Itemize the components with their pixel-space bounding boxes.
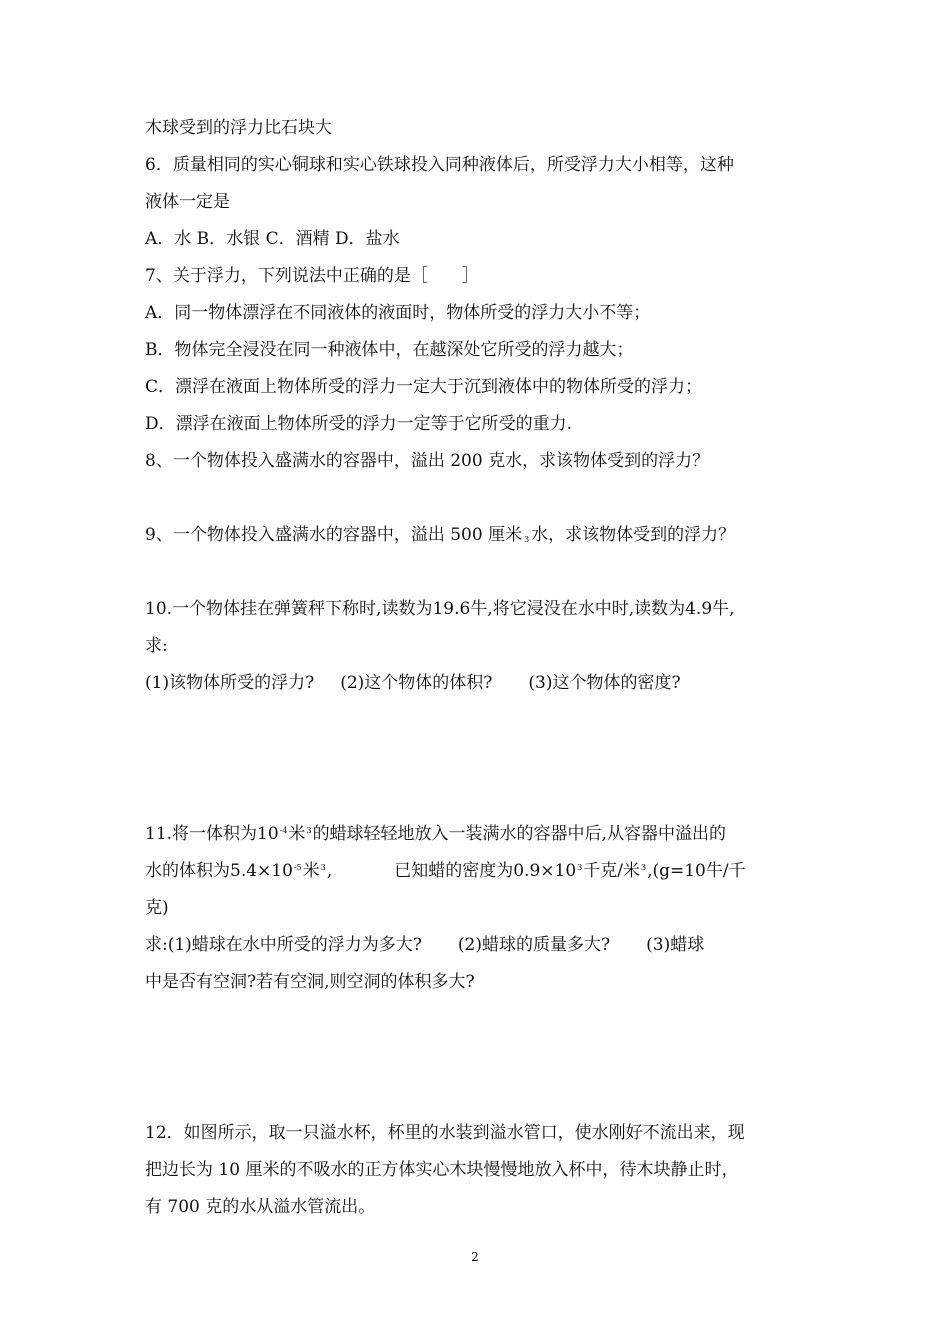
question-9-part-b: 水，求该物体受到的浮力？	[531, 525, 736, 545]
q11-b-text-1: 水的体积为5.4×10	[145, 861, 293, 881]
question-10-stem: 10.一个物体挂在弹簧秤下称时,读数为19.6牛,将它浸没在水中时,读数为4.9牛,	[145, 599, 735, 619]
text-line-continuation: 木球受到的浮力比石块大	[145, 118, 332, 138]
q11-b-exponent-3: 3	[577, 863, 583, 872]
question-12-stem-cont: 把边长为 10 厘米的不吸水的正方体实心木块慢慢地放入杯中，待木块静止时，	[145, 1160, 739, 1180]
question-11-stem-end: 克)	[145, 898, 169, 918]
question-11-subquestions-cont: 中是否有空洞?若有空洞,则空洞的体积多大?	[145, 972, 475, 992]
q11-a-text-1: 11.将一体积为10	[145, 824, 279, 844]
q11-b-exponent-2: 3	[320, 863, 326, 872]
q11-a-text-2: 米	[288, 824, 306, 844]
question-7-option-d: D．漂浮在液面上物体所受的浮力一定等于它所受的重力.	[145, 414, 573, 434]
question-9-superscript: 3	[524, 535, 530, 544]
q11-b-exponent-1: -5	[293, 863, 302, 872]
question-9-part-a: 9、一个物体投入盛满水的容器中，溢出 500 厘米	[145, 525, 523, 545]
q11-b-text-3: ,	[326, 861, 333, 881]
q11-a-text-3: 的蜡球轻轻地放入一装满水的容器中后,从容器中溢出的	[312, 824, 726, 844]
question-7-option-a: A．同一物体漂浮在不同液体的液面时，物体所受的浮力大小不等；	[145, 303, 651, 323]
q11-b-text-5: 千克/米	[583, 861, 640, 881]
question-10-sub-1: (1)该物体所受的浮力?	[145, 673, 315, 693]
question-6-options: A．水 B．水银 C．酒精 D．盐水	[145, 229, 400, 249]
q11-sub-3: (3)蜡球	[646, 935, 705, 955]
q11-b-text-6: ,(g=10牛/千	[647, 861, 746, 881]
question-12-stem-end: 有 700 克的水从溢水管流出。	[145, 1197, 376, 1217]
question-7-stem: 7、关于浮力，下列说法中正确的是［ ］	[145, 266, 479, 286]
q11-a-exponent-2: 3	[306, 826, 312, 835]
q11-b-text-2: 米	[302, 861, 320, 881]
q11-b-text-4: 已知蜡的密度为0.9×10	[394, 861, 577, 881]
q11-a-exponent-1: -4	[279, 826, 288, 835]
question-8: 8、一个物体投入盛满水的容器中，溢出 200 克水，求该物体受到的浮力？	[145, 451, 710, 471]
question-10-sub-2: (2)这个物体的体积?	[340, 673, 493, 693]
page-number: 2	[471, 1250, 479, 1264]
question-7-option-b: B．物体完全浸没在同一种液体中，在越深处它所受的浮力越大；	[145, 340, 634, 360]
question-7-option-c: C．漂浮在液面上物体所受的浮力一定大于沉到液体中的物体所受的浮力；	[145, 377, 703, 397]
question-10-subquestions	[145, 671, 681, 695]
question-10-stem-cont: 求:	[145, 636, 168, 656]
q11-b-exponent-4: 3	[640, 863, 647, 872]
question-6-stem-cont: 液体一定是	[145, 192, 230, 212]
question-11-stem-cont	[145, 859, 746, 883]
question-11-stem	[145, 822, 726, 846]
question-11-subquestions	[145, 933, 704, 957]
q11-sub-1: 求:(1)蜡球在水中所受的浮力为多大?	[145, 935, 422, 955]
question-12-stem: 12．如图所示，取一只溢水杯，杯里的水装到溢水管口，使水刚好不流出来，现	[145, 1123, 745, 1143]
question-9	[145, 523, 735, 547]
question-6-stem: 6．质量相同的实心铜球和实心铁球投入同种液体后，所受浮力大小相等，这种	[145, 155, 734, 175]
question-10-sub-3: (3)这个物体的密度?	[528, 673, 681, 693]
q11-sub-2: (2)蜡球的质量多大?	[457, 935, 611, 955]
